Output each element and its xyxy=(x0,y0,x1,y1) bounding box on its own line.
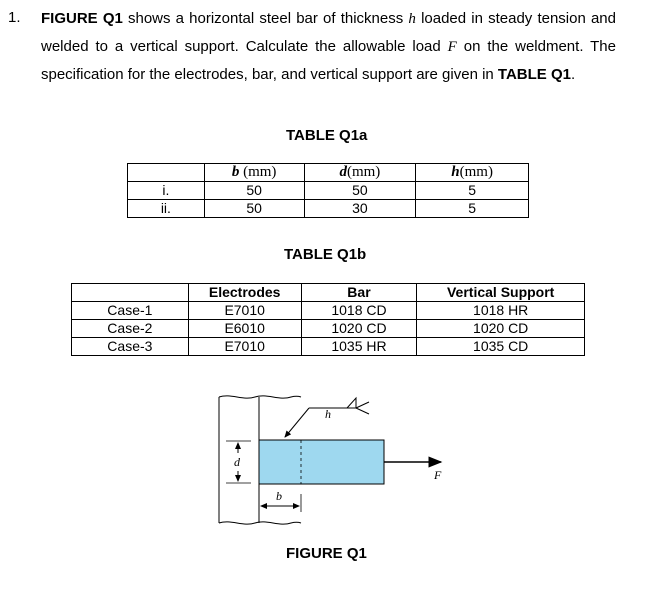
cell-b: 50 xyxy=(204,182,304,200)
cell-support: 1035 CD xyxy=(417,338,585,356)
cell-bar: 1035 HR xyxy=(301,338,417,356)
question-text-part-2: loaded in steady tension and welded to a vertical support. Calculate the allowable load xyxy=(41,10,616,55)
cell-h: 5 xyxy=(416,182,529,200)
label-h: h xyxy=(325,407,331,421)
cell-electrode: E6010 xyxy=(188,320,301,338)
row-label: ii. xyxy=(128,200,205,218)
cell-electrode: E7010 xyxy=(188,338,301,356)
figure-reference: FIGURE Q1 xyxy=(41,10,123,27)
table-q1b-caption: TABLE Q1b xyxy=(284,246,367,263)
table-q1a-caption: TABLE Q1a xyxy=(286,127,368,144)
figure-caption: FIGURE Q1 xyxy=(286,545,367,562)
table-reference: TABLE Q1 xyxy=(497,66,571,83)
cell-support: 1018 HR xyxy=(417,302,585,320)
row-label: i. xyxy=(128,182,205,200)
cell-bar: 1018 CD xyxy=(301,302,417,320)
question-text-end: . xyxy=(570,66,576,83)
label-b: b xyxy=(276,489,282,503)
table-q1a-header-b: b (mm) xyxy=(204,164,304,182)
header-bar: Bar xyxy=(301,284,417,302)
case-label: Case-1 xyxy=(72,302,189,320)
cell-b: 50 xyxy=(204,200,304,218)
cell-d: 50 xyxy=(304,182,416,200)
case-label: Case-2 xyxy=(72,320,189,338)
cell-electrode: E7010 xyxy=(188,302,301,320)
header-vertical-support: Vertical Support xyxy=(417,284,585,302)
table-q1a-header-d: d(mm) xyxy=(304,164,416,182)
cell-support: 1020 CD xyxy=(417,320,585,338)
variable-h: h xyxy=(408,11,416,27)
horizontal-bar xyxy=(259,440,384,484)
question-text-part-3: on the weldment. The specification for the electrodes, bar, and vertical support are given in xyxy=(41,38,616,83)
label-F: F xyxy=(434,468,442,482)
question-text-part-1: shows a horizontal steel bar of thickness xyxy=(122,10,409,27)
header-electrodes: Electrodes xyxy=(188,284,301,302)
cell-h: 5 xyxy=(416,200,529,218)
variable-F: F xyxy=(447,39,457,55)
case-label: Case-3 xyxy=(72,338,189,356)
cell-bar: 1020 CD xyxy=(301,320,417,338)
label-d: d xyxy=(234,455,240,469)
table-q1a-header-h: h(mm) xyxy=(416,164,529,182)
cell-d: 30 xyxy=(304,200,416,218)
question-number: 1. xyxy=(8,9,21,26)
